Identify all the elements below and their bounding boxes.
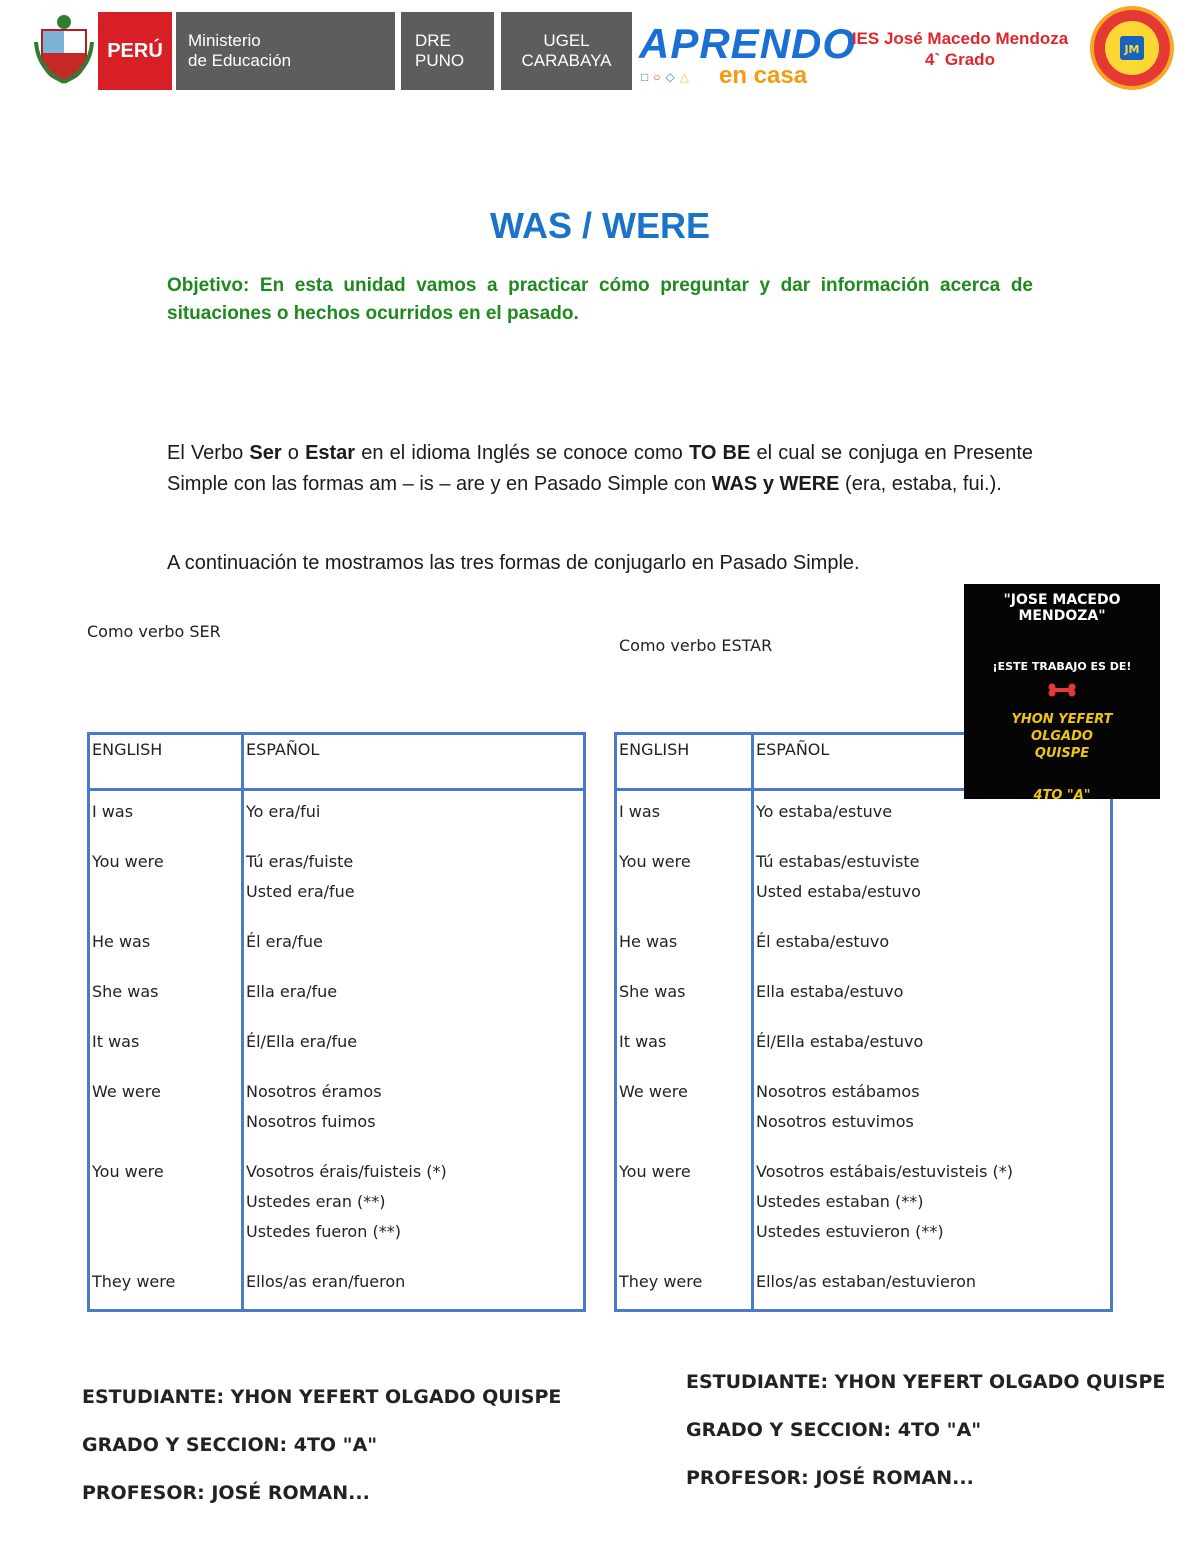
spanish-translation: Yo estaba/estuve	[756, 802, 893, 821]
school-name: IES José Macedo Mendoza	[851, 29, 1069, 48]
english-form: They were	[619, 1272, 703, 1291]
table-row	[616, 1267, 1112, 1311]
cell-espanol	[243, 847, 585, 927]
spanish-translation: Nosotros estábamos	[756, 1082, 920, 1101]
intro-estar: Estar	[305, 442, 356, 464]
school-header	[832, 28, 1088, 70]
aprendo-shapes-icon: □○◇△	[641, 70, 694, 84]
dre-label	[401, 12, 494, 90]
table-row	[616, 927, 1112, 977]
spanish-translation: Usted era/fue	[246, 882, 355, 901]
english-form: She was	[619, 982, 686, 1001]
aprendo-en-casa-logo	[639, 20, 857, 92]
footer-teacher: PROFESOR: JOSÉ ROMAN...	[82, 1482, 370, 1504]
cell-espanol	[243, 1157, 585, 1267]
stamp-name-line: OLGADO	[1031, 729, 1093, 744]
caption-estar: Como verbo ESTAR	[619, 636, 773, 655]
cell-english	[89, 977, 243, 1027]
english-form: You were	[92, 852, 164, 871]
cell-espanol	[753, 1077, 1112, 1157]
english-form: They were	[92, 1272, 176, 1291]
cell-english	[89, 1267, 243, 1311]
spanish-translation: Ustedes estaban (**)	[756, 1192, 924, 1211]
cell-espanol	[753, 1157, 1112, 1267]
footer-student: ESTUDIANTE: YHON YEFERT OLGADO QUISPE	[686, 1371, 1166, 1393]
cell-espanol	[243, 927, 585, 977]
spanish-translation: Nosotros fuimos	[246, 1112, 376, 1131]
spanish-translation: Ella era/fue	[246, 982, 338, 1001]
intro-was-were: WAS y WERE	[711, 473, 840, 495]
student-stamp	[964, 584, 1160, 803]
conjugation-table-estar	[614, 732, 1113, 1312]
cell-english	[89, 847, 243, 927]
table-row	[89, 1157, 585, 1267]
intro-text: el cual se conjuga en Presente Simple con las formas am – is – are y en Pasado Simple con	[167, 442, 1033, 495]
spanish-translation: Él era/fue	[246, 932, 323, 951]
cell-english	[616, 1267, 753, 1311]
cell-english	[89, 927, 243, 977]
english-form: We were	[619, 1082, 688, 1101]
peru-coat-of-arms-icon	[34, 12, 94, 84]
cell-english	[89, 1027, 243, 1077]
english-form: He was	[619, 932, 678, 951]
stamp-school: "JOSE MACEDO MENDOZA"	[1003, 592, 1121, 624]
spanish-translation: Vosotros estábais/estuvisteis (*)	[756, 1162, 1014, 1181]
english-form: I was	[92, 802, 134, 821]
intro-text: en el idioma Inglés se conoce como	[355, 442, 689, 464]
english-form: You were	[92, 1162, 164, 1181]
cell-english	[616, 1157, 753, 1267]
intro-paragraph-2: A continuación te mostramos las tres formas de conjugarlo en Pasado Simple.	[167, 552, 860, 574]
stamp-name-line: YHON YEFERT	[1011, 712, 1113, 727]
stamp-line: ¡ESTE TRABAJO ES DE!	[992, 660, 1132, 673]
ugel-line-1: UGEL	[543, 31, 590, 50]
intro-text: o	[281, 442, 306, 464]
spanish-translation: Vosotros érais/fuisteis (*)	[246, 1162, 447, 1181]
spanish-translation: Él/Ella estaba/estuvo	[756, 1032, 924, 1051]
spanish-translation: Yo era/fui	[246, 802, 321, 821]
footer-info-right	[686, 1371, 1165, 1515]
stamp-name-line: QUISPE	[1034, 746, 1090, 761]
english-form: You were	[619, 1162, 691, 1181]
table-row	[616, 1077, 1112, 1157]
table-row	[89, 847, 585, 927]
table-row	[89, 977, 585, 1027]
spanish-translation: Ellos/as estaban/estuvieron	[756, 1272, 976, 1291]
table-row	[89, 1027, 585, 1077]
ministry-line-1: Ministerio	[188, 31, 261, 50]
spanish-translation: Ustedes estuvieron (**)	[756, 1222, 944, 1241]
table-header-row	[89, 734, 585, 790]
bone-icon	[1047, 683, 1077, 697]
column-header-espanol: ESPAÑOL	[243, 734, 585, 790]
spanish-translation: Él/Ella era/fue	[246, 1032, 358, 1051]
table-row	[89, 790, 585, 848]
english-form: It was	[619, 1032, 667, 1051]
stamp-student-name	[964, 711, 1160, 762]
spanish-translation: Nosotros éramos	[246, 1082, 382, 1101]
conjugation-table-ser	[87, 732, 586, 1312]
column-header-espanol: ESPAÑOL	[753, 734, 1112, 790]
cell-english	[89, 1157, 243, 1267]
table-row	[616, 977, 1112, 1027]
cell-english	[89, 1077, 243, 1157]
intro-tobe: TO BE	[688, 442, 751, 464]
table-row	[89, 1267, 585, 1311]
dre-line-2: PUNO	[415, 51, 465, 70]
spanish-translation: Ustedes fueron (**)	[246, 1222, 401, 1241]
intro-ser: Ser	[249, 442, 282, 464]
spanish-translation: Tú eras/fuiste	[246, 852, 354, 871]
intro-paragraph	[167, 438, 1033, 500]
table-row	[616, 1157, 1112, 1267]
cell-espanol	[243, 1267, 585, 1311]
english-form: It was	[92, 1032, 140, 1051]
cell-english	[616, 847, 753, 927]
cell-english	[616, 1077, 753, 1157]
spanish-translation: Tú estabas/estuviste	[756, 852, 920, 871]
column-header-english: ENGLISH	[89, 734, 243, 790]
peru-label: PERÚ	[98, 12, 172, 90]
table-row	[89, 1077, 585, 1157]
footer-grade: GRADO Y SECCION: 4TO "A"	[686, 1419, 982, 1441]
stamp-grade: 4TO "A"	[1033, 788, 1091, 803]
spanish-translation: Ella estaba/estuvo	[756, 982, 904, 1001]
spanish-translation: Él estaba/estuvo	[756, 932, 890, 951]
cell-espanol	[753, 927, 1112, 977]
cell-espanol	[753, 847, 1112, 927]
footer-student: ESTUDIANTE: YHON YEFERT OLGADO QUISPE	[82, 1386, 562, 1408]
intro-text: (era, estaba, fui.).	[839, 473, 1002, 495]
cell-english	[616, 927, 753, 977]
objective-text: Objetivo: En esta unidad vamos a practicar cómo preguntar y dar información acerca de situaciones o hechos ocurridos en el pasado.	[167, 275, 1033, 324]
school-grade: 4` Grado	[925, 50, 995, 69]
cell-espanol	[753, 977, 1112, 1027]
ugel-line-2: CARABAYA	[521, 51, 612, 70]
english-form: She was	[92, 982, 159, 1001]
table-row	[89, 927, 585, 977]
english-form: I was	[619, 802, 661, 821]
footer-teacher: PROFESOR: JOSÉ ROMAN...	[686, 1467, 974, 1489]
english-form: He was	[92, 932, 151, 951]
table-row	[616, 847, 1112, 927]
cell-espanol	[243, 790, 585, 848]
footer-grade: GRADO Y SECCION: 4TO "A"	[82, 1434, 378, 1456]
cell-espanol	[243, 977, 585, 1027]
spanish-translation: Ellos/as eran/fueron	[246, 1272, 406, 1291]
column-header-english: ENGLISH	[616, 734, 753, 790]
ministry-line-2: de Educación	[188, 51, 292, 70]
english-form: We were	[92, 1082, 161, 1101]
ugel-label	[501, 12, 632, 90]
spanish-translation: Nosotros estuvimos	[756, 1112, 914, 1131]
cell-espanol	[753, 1027, 1112, 1077]
cell-english	[616, 790, 753, 848]
school-emblem-icon	[1090, 2, 1174, 94]
caption-ser: Como verbo SER	[87, 622, 221, 641]
dre-line-1: DRE	[415, 31, 451, 50]
svg-text:JM: JM	[1124, 43, 1140, 56]
intro-text: El Verbo	[167, 442, 250, 464]
cell-english	[89, 790, 243, 848]
cell-espanol	[243, 1027, 585, 1077]
aprendo-subtitle: en casa	[719, 62, 808, 89]
table-row	[616, 1027, 1112, 1077]
aprendo-title: APRENDO	[639, 20, 857, 67]
footer-info-left	[82, 1386, 561, 1530]
page-title: WAS / WERE	[489, 205, 710, 246]
cell-espanol	[243, 1077, 585, 1157]
cell-english	[616, 1027, 753, 1077]
ministry-label	[176, 12, 395, 90]
spanish-translation: Ustedes eran (**)	[246, 1192, 386, 1211]
spanish-translation: Usted estaba/estuvo	[756, 882, 921, 901]
cell-espanol	[753, 1267, 1112, 1311]
english-form: You were	[619, 852, 691, 871]
cell-english	[616, 977, 753, 1027]
